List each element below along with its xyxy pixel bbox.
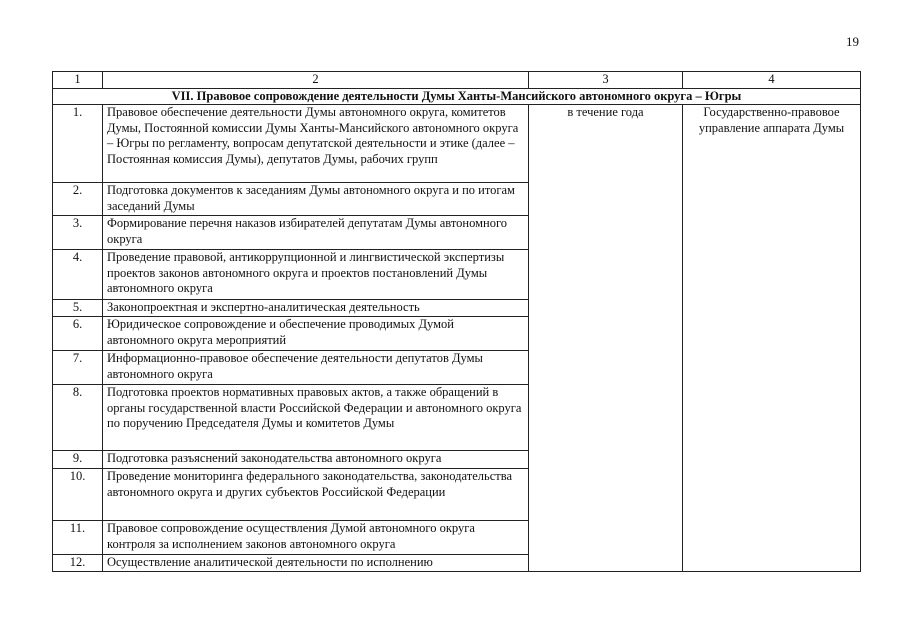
row-number: 2. <box>53 183 103 216</box>
row-number: 8. <box>53 385 103 451</box>
row-text: Подготовка проектов нормативных правовых актов, а также обращений в органы государственной власти Российской Федерации и автономного округа по поручению Председателя Думы и комитетов Думы <box>103 385 529 451</box>
row-number: 7. <box>53 351 103 385</box>
section-title: VII. Правовое сопровождение деятельности Думы Ханты-Мансийского автономного округа – Югры <box>53 89 861 105</box>
row-number: 3. <box>53 216 103 250</box>
row-text: Формирование перечня наказов избирателей депутатам Думы автономного округа <box>103 216 529 250</box>
responsible-cell: Государственно-правовое управление аппарата Думы <box>683 105 861 572</box>
row-text: Подготовка документов к заседаниям Думы автономного округа и по итогам заседаний Думы <box>103 183 529 216</box>
row-number: 10. <box>53 469 103 521</box>
table-row <box>53 105 861 183</box>
row-number: 12. <box>53 555 103 572</box>
row-text: Юридическое сопровождение и обеспечение проводимых Думой автономного округа мероприятий <box>103 317 529 351</box>
row-text: Правовое обеспечение деятельности Думы автономного округа, комитетов Думы, Постоянной комиссии Думы Ханты-Мансийского автономного округа – Югры по регламенту, вопросам депутатской деятельности и этике (далее – Постоянная комиссия Думы), депутатов Думы, рабочих групп <box>103 105 529 183</box>
row-number: 4. <box>53 250 103 300</box>
plan-table <box>52 71 861 572</box>
row-text: Информационно-правовое обеспечение деятельности депутатов Думы автономного округа <box>103 351 529 385</box>
row-text: Проведение мониторинга федерального законодательства, законодательства автономного округа и других субъектов Российской Федерации <box>103 469 529 521</box>
column-header-2: 2 <box>103 72 529 89</box>
row-number: 5. <box>53 300 103 317</box>
row-number: 9. <box>53 451 103 469</box>
row-number: 1. <box>53 105 103 183</box>
column-header-4: 4 <box>683 72 861 89</box>
column-header-3: 3 <box>529 72 683 89</box>
table-header-row <box>53 72 861 89</box>
column-header-1: 1 <box>53 72 103 89</box>
row-text: Осуществление аналитической деятельности по исполнению <box>103 555 529 572</box>
row-number: 6. <box>53 317 103 351</box>
section-title-row <box>53 89 861 105</box>
row-number: 11. <box>53 521 103 555</box>
row-text: Подготовка разъяснений законодательства автономного округа <box>103 451 529 469</box>
row-text: Правовое сопровождение осуществления Думой автономного округа контроля за исполнением законов автономного округа <box>103 521 529 555</box>
row-text: Проведение правовой, антикоррупционной и лингвистической экспертизы проектов законов автономного округа и проектов постановлений Думы автономного округа <box>103 250 529 300</box>
row-text: Законопроектная и экспертно-аналитическая деятельность <box>103 300 529 317</box>
term-cell: в течение года <box>529 105 683 572</box>
page-number: 19 <box>846 34 859 49</box>
